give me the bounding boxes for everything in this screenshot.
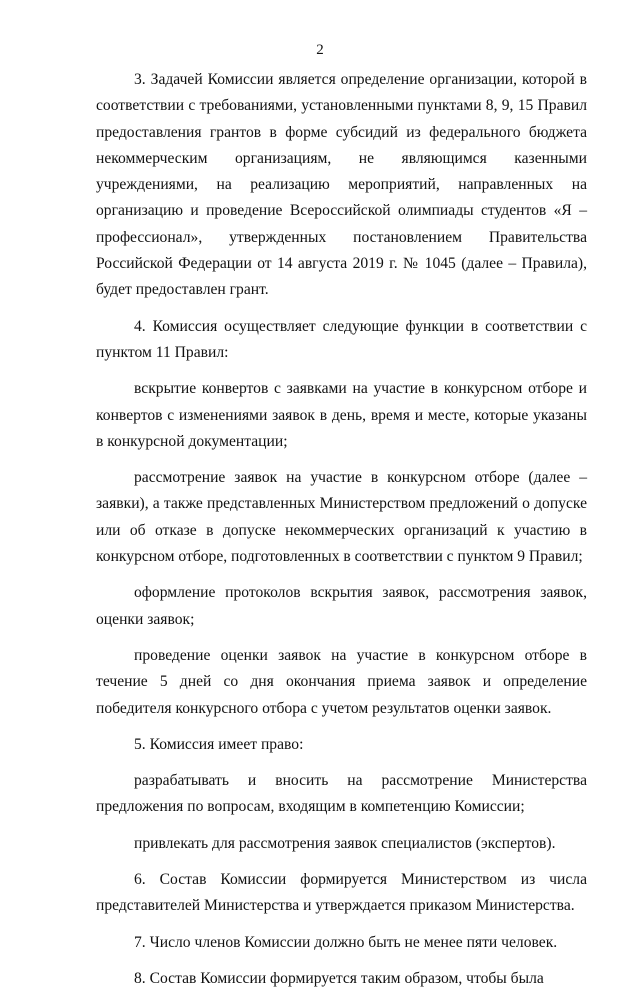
paragraph-4-commission-functions: 4. Комиссия осуществляет следующие функции в соответствии с пунктом 11 Правил: <box>96 317 587 361</box>
paragraph-5-commission-rights: 5. Комиссия имеет право: <box>134 735 304 753</box>
right-experts: привлекать для рассмотрения заявок специалистов (экспертов). <box>134 834 556 852</box>
function-evaluation: проведение оценки заявок на участие в конкурсном отборе в течение 5 дней со дня окончания приема заявок и определение победителя конкурсного отбора с учетом результатов оценки заявок. <box>96 646 587 717</box>
document-body <box>96 67 587 1002</box>
page-number: 2 <box>316 42 324 58</box>
paragraph-7-member-count: 7. Число членов Комиссии должно быть не менее пяти человек. <box>134 933 558 951</box>
function-review-applications: рассмотрение заявок на участие в конкурсном отборе (далее – заявки), а также представленных Министерством предложений о допуске или об отказе в допуске некоммерческих организаций к участию в конкурсном отборе, подготовленных в соответствии с пунктом 9 Правил; <box>96 469 587 566</box>
paragraph-8-composition-formation: 8. Состав Комиссии формируется таким образом, чтобы была <box>134 969 544 987</box>
function-protocols: оформление протоколов вскрытия заявок, рассмотрения заявок, оценки заявок; <box>96 584 587 628</box>
function-opening-envelopes: вскрытие конвертов с заявками на участие в конкурсном отборе и конвертов с изменениями заявок в день, время и месте, которые указаны в конкурсной документации; <box>96 380 587 450</box>
paragraph-6-composition: 6. Состав Комиссии формируется Министерством из числа представителей Министерства и утверждается приказом Министерства. <box>96 871 587 915</box>
right-proposals: разрабатывать и вносить на рассмотрение Министерства предложения по вопросам, входящим в компетенцию Комиссии; <box>96 772 587 816</box>
paragraph-3-commission-task: 3. Задачей Комиссии является определение организации, которой в соответствии с требованиями, установленными пунктами 8, 9, 15 Правил предоставления грантов в форме субсидий из федерального бюджета некоммерческим организациям, не являющимся казенными учреждениями, на реализацию мероприятий, направленных на организацию и проведение Всероссийской олимпиады студентов «Я – профессионал», утвержденных постановлением Правительства Российской Федерации от 14 августа 2019 г. № 1045 (далее – Правила), будет предоставлен грант. <box>96 71 587 299</box>
